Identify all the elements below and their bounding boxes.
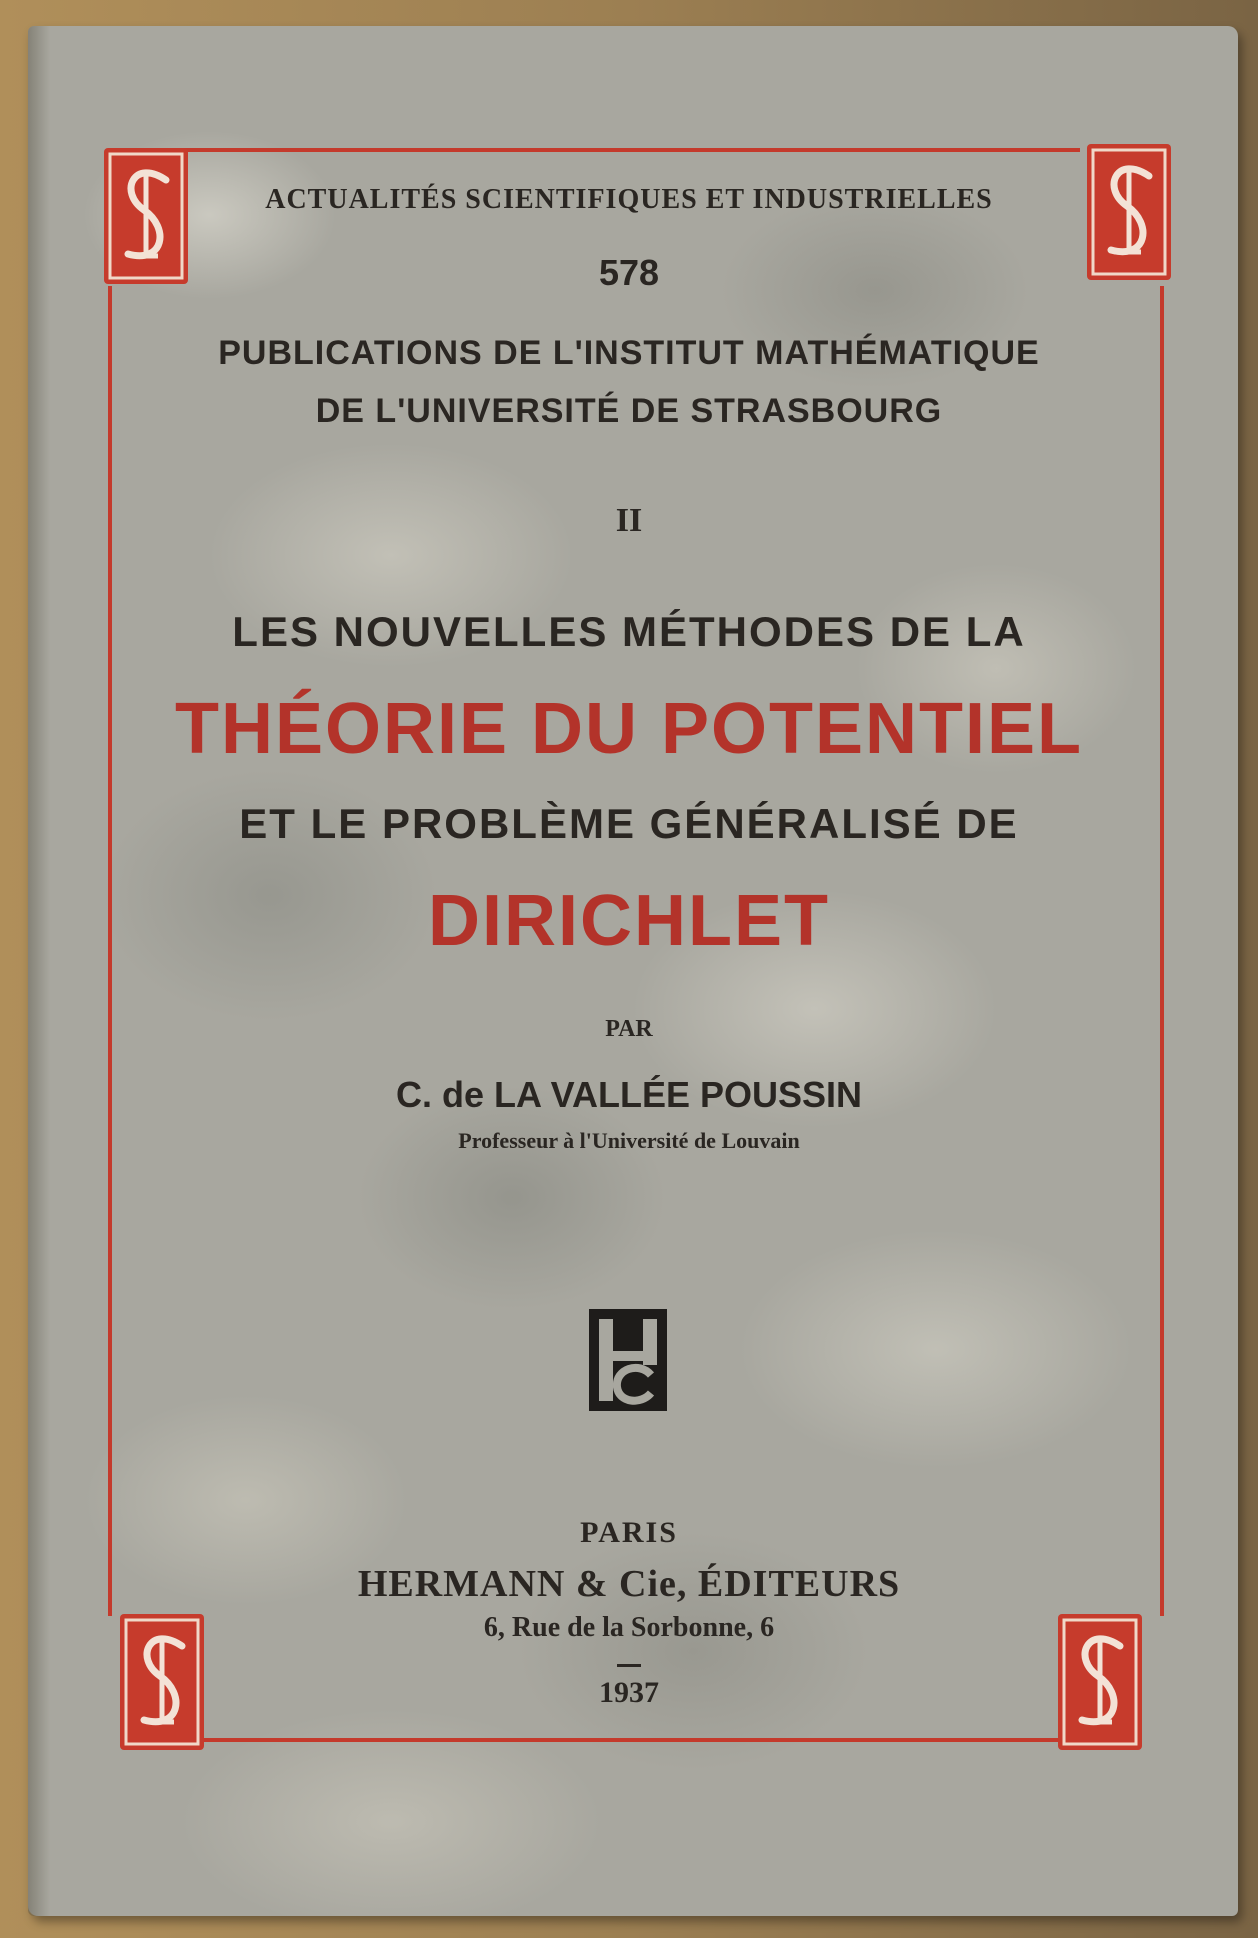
- title-line-3: ET LE PROBLÈME GÉNÉRALISÉ DE: [239, 800, 1019, 847]
- publication-line-2: DE L'UNIVERSITÉ DE STRASBOURG: [315, 392, 943, 430]
- author-title: Professeur à l'Université de Louvain: [458, 1128, 800, 1153]
- series-number: 578: [598, 252, 660, 293]
- series-title: ACTUALITÉS SCIENTIFIQUES ET INDUSTRIELLES: [265, 184, 993, 215]
- publication-year: 1937: [599, 1676, 659, 1709]
- title-line-1: LES NOUVELLES MÉTHODES DE LA: [232, 608, 1026, 655]
- publisher-name: HERMANN & Cie, ÉDITEURS: [357, 1563, 901, 1605]
- by-label: PAR: [605, 1016, 653, 1042]
- publisher-address: 6, Rue de la Sorbonne, 6: [483, 1612, 775, 1643]
- hc-monogram-icon: [585, 1305, 671, 1415]
- frame-bottom: [202, 1738, 1058, 1742]
- divider: [617, 1664, 641, 1667]
- author-name: C. de LA VALLÉE POUSSIN: [395, 1074, 863, 1115]
- publication-line-1: PUBLICATIONS DE L'INSTITUT MATHÉMATIQUE: [218, 334, 1040, 372]
- frame-top: [180, 148, 1080, 152]
- publisher-city: PARIS: [580, 1516, 678, 1549]
- volume-number: II: [615, 502, 643, 539]
- title-line-4: DIRICHLET: [428, 881, 830, 961]
- publisher-logo: [585, 1305, 671, 1415]
- title-line-2: THÉORIE DU POTENTIEL: [174, 689, 1084, 769]
